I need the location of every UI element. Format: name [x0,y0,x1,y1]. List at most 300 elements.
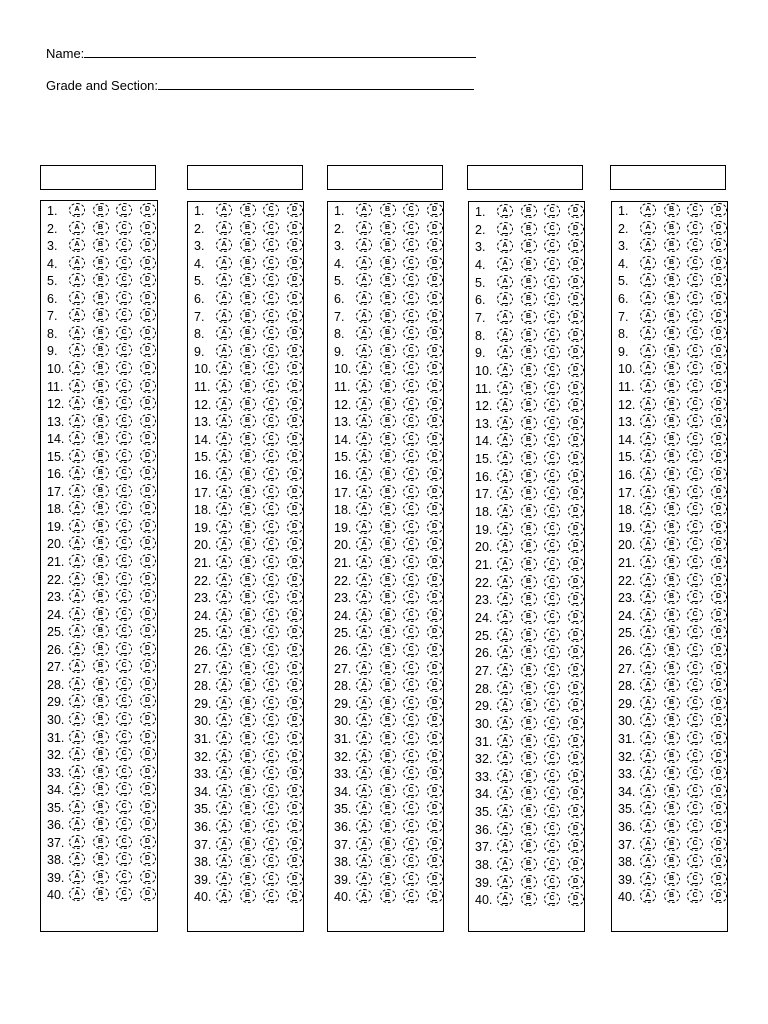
answer-bubble-a[interactable]: A [497,204,513,218]
answer-bubble-c[interactable]: C [263,889,279,903]
answer-bubble-a[interactable]: A [356,766,372,780]
answer-bubble-a[interactable]: A [69,326,85,340]
answer-bubble-d[interactable]: D [427,555,443,569]
answer-bubble-a[interactable]: A [216,819,232,833]
answer-bubble-c[interactable]: C [116,677,132,691]
answer-bubble-b[interactable]: B [93,817,109,831]
answer-bubble-d[interactable]: D [140,308,156,322]
answer-bubble-b[interactable]: B [521,257,537,271]
answer-bubble-c[interactable]: C [116,466,132,480]
answer-bubble-c[interactable]: C [403,414,419,428]
answer-bubble-c[interactable]: C [403,502,419,516]
answer-bubble-a[interactable]: A [69,642,85,656]
answer-bubble-a[interactable]: A [216,485,232,499]
answer-bubble-d[interactable]: D [140,449,156,463]
answer-bubble-c[interactable]: C [687,273,703,287]
column-header-box-5[interactable] [610,165,726,190]
answer-bubble-b[interactable]: B [240,502,256,516]
answer-bubble-c[interactable]: C [263,309,279,323]
answer-bubble-c[interactable]: C [544,433,560,447]
answer-bubble-d[interactable]: D [287,238,303,252]
answer-bubble-a[interactable]: A [497,504,513,518]
answer-bubble-a[interactable]: A [216,238,232,252]
answer-bubble-a[interactable]: A [69,870,85,884]
answer-bubble-a[interactable]: A [640,801,656,815]
answer-bubble-c[interactable]: C [687,590,703,604]
answer-bubble-b[interactable]: B [664,661,680,675]
answer-bubble-c[interactable]: C [403,203,419,217]
answer-bubble-d[interactable]: D [140,343,156,357]
answer-bubble-c[interactable]: C [116,870,132,884]
answer-bubble-b[interactable]: B [240,344,256,358]
answer-bubble-d[interactable]: D [568,292,584,306]
answer-bubble-c[interactable]: C [687,238,703,252]
answer-bubble-c[interactable]: C [263,661,279,675]
answer-bubble-a[interactable]: A [356,889,372,903]
answer-bubble-b[interactable]: B [380,608,396,622]
answer-bubble-c[interactable]: C [687,485,703,499]
answer-bubble-b[interactable]: B [93,835,109,849]
answer-bubble-c[interactable]: C [116,326,132,340]
answer-bubble-b[interactable]: B [93,870,109,884]
answer-bubble-a[interactable]: A [69,554,85,568]
answer-bubble-c[interactable]: C [544,716,560,730]
answer-bubble-d[interactable]: D [568,557,584,571]
answer-bubble-a[interactable]: A [356,872,372,886]
answer-bubble-a[interactable]: A [640,537,656,551]
answer-bubble-a[interactable]: A [497,310,513,324]
answer-bubble-a[interactable]: A [69,379,85,393]
answer-bubble-a[interactable]: A [640,397,656,411]
answer-bubble-b[interactable]: B [240,731,256,745]
answer-bubble-a[interactable]: A [69,852,85,866]
answer-bubble-a[interactable]: A [497,292,513,306]
answer-bubble-b[interactable]: B [664,837,680,851]
answer-bubble-c[interactable]: C [544,610,560,624]
answer-bubble-d[interactable]: D [711,203,727,217]
answer-bubble-d[interactable]: D [711,590,727,604]
answer-bubble-d[interactable]: D [140,431,156,445]
answer-bubble-b[interactable]: B [93,308,109,322]
answer-bubble-b[interactable]: B [380,291,396,305]
answer-bubble-a[interactable]: A [69,817,85,831]
answer-bubble-a[interactable]: A [216,731,232,745]
answer-bubble-b[interactable]: B [240,326,256,340]
answer-bubble-d[interactable]: D [568,486,584,500]
answer-bubble-d[interactable]: D [711,238,727,252]
answer-bubble-a[interactable]: A [640,766,656,780]
answer-bubble-d[interactable]: D [711,678,727,692]
answer-bubble-c[interactable]: C [263,203,279,217]
answer-bubble-b[interactable]: B [521,504,537,518]
answer-bubble-d[interactable]: D [711,625,727,639]
answer-bubble-d[interactable]: D [287,379,303,393]
answer-bubble-c[interactable]: C [403,256,419,270]
answer-bubble-a[interactable]: A [497,381,513,395]
answer-bubble-a[interactable]: A [497,645,513,659]
answer-bubble-b[interactable]: B [380,485,396,499]
answer-bubble-a[interactable]: A [216,643,232,657]
answer-bubble-a[interactable]: A [640,749,656,763]
answer-bubble-d[interactable]: D [711,766,727,780]
answer-bubble-d[interactable]: D [140,221,156,235]
answer-bubble-b[interactable]: B [664,573,680,587]
answer-bubble-d[interactable]: D [287,203,303,217]
answer-bubble-a[interactable]: A [497,769,513,783]
answer-bubble-c[interactable]: C [403,678,419,692]
answer-bubble-d[interactable]: D [427,344,443,358]
answer-bubble-b[interactable]: B [240,238,256,252]
answer-bubble-b[interactable]: B [521,698,537,712]
answer-bubble-c[interactable]: C [116,273,132,287]
answer-bubble-d[interactable]: D [568,822,584,836]
answer-bubble-c[interactable]: C [544,592,560,606]
answer-bubble-d[interactable]: D [568,839,584,853]
answer-bubble-b[interactable]: B [521,486,537,500]
answer-bubble-a[interactable]: A [216,520,232,534]
answer-bubble-d[interactable]: D [140,870,156,884]
answer-bubble-c[interactable]: C [116,431,132,445]
answer-bubble-b[interactable]: B [664,502,680,516]
answer-bubble-b[interactable]: B [521,539,537,553]
answer-bubble-c[interactable]: C [116,203,132,217]
answer-bubble-b[interactable]: B [521,575,537,589]
answer-bubble-c[interactable]: C [544,310,560,324]
answer-bubble-b[interactable]: B [240,854,256,868]
answer-bubble-c[interactable]: C [116,694,132,708]
answer-bubble-c[interactable]: C [403,608,419,622]
answer-bubble-b[interactable]: B [664,203,680,217]
answer-bubble-a[interactable]: A [356,801,372,815]
answer-bubble-a[interactable]: A [216,449,232,463]
answer-bubble-c[interactable]: C [116,379,132,393]
answer-bubble-a[interactable]: A [356,238,372,252]
answer-bubble-d[interactable]: D [427,309,443,323]
answer-bubble-b[interactable]: B [380,537,396,551]
answer-bubble-b[interactable]: B [93,449,109,463]
answer-bubble-b[interactable]: B [664,397,680,411]
answer-bubble-b[interactable]: B [521,875,537,889]
answer-bubble-c[interactable]: C [403,520,419,534]
answer-bubble-b[interactable]: B [521,204,537,218]
answer-bubble-a[interactable]: A [497,875,513,889]
answer-bubble-a[interactable]: A [640,238,656,252]
answer-bubble-b[interactable]: B [240,414,256,428]
answer-bubble-b[interactable]: B [380,819,396,833]
answer-bubble-b[interactable]: B [240,837,256,851]
answer-bubble-a[interactable]: A [356,520,372,534]
answer-bubble-b[interactable]: B [240,555,256,569]
answer-bubble-c[interactable]: C [544,486,560,500]
answer-bubble-b[interactable]: B [664,467,680,481]
answer-bubble-b[interactable]: B [380,221,396,235]
answer-bubble-b[interactable]: B [664,801,680,815]
answer-bubble-d[interactable]: D [287,573,303,587]
answer-bubble-c[interactable]: C [263,221,279,235]
answer-bubble-b[interactable]: B [380,590,396,604]
answer-bubble-b[interactable]: B [521,804,537,818]
answer-bubble-b[interactable]: B [521,892,537,906]
answer-bubble-c[interactable]: C [687,467,703,481]
answer-bubble-b[interactable]: B [240,485,256,499]
answer-bubble-a[interactable]: A [640,467,656,481]
answer-bubble-c[interactable]: C [403,819,419,833]
answer-bubble-a[interactable]: A [497,822,513,836]
answer-bubble-c[interactable]: C [403,784,419,798]
answer-bubble-d[interactable]: D [140,396,156,410]
column-header-box-2[interactable] [187,165,303,190]
answer-bubble-d[interactable]: D [568,522,584,536]
answer-bubble-b[interactable]: B [240,766,256,780]
column-header-box-4[interactable] [467,165,583,190]
answer-bubble-d[interactable]: D [711,291,727,305]
answer-bubble-a[interactable]: A [69,712,85,726]
answer-bubble-c[interactable]: C [544,451,560,465]
answer-bubble-a[interactable]: A [356,291,372,305]
answer-bubble-d[interactable]: D [140,589,156,603]
answer-bubble-a[interactable]: A [356,379,372,393]
answer-bubble-b[interactable]: B [521,592,537,606]
answer-bubble-a[interactable]: A [69,449,85,463]
answer-bubble-c[interactable]: C [116,519,132,533]
answer-bubble-d[interactable]: D [140,519,156,533]
answer-bubble-a[interactable]: A [640,713,656,727]
answer-bubble-a[interactable]: A [216,678,232,692]
name-blank-line[interactable] [84,44,476,58]
answer-bubble-a[interactable]: A [356,678,372,692]
answer-bubble-d[interactable]: D [427,801,443,815]
answer-bubble-c[interactable]: C [544,275,560,289]
answer-bubble-c[interactable]: C [544,257,560,271]
answer-bubble-b[interactable]: B [93,782,109,796]
answer-bubble-d[interactable]: D [568,469,584,483]
answer-bubble-c[interactable]: C [544,222,560,236]
answer-bubble-a[interactable]: A [69,835,85,849]
answer-bubble-c[interactable]: C [687,537,703,551]
answer-bubble-a[interactable]: A [640,608,656,622]
answer-bubble-b[interactable]: B [380,520,396,534]
answer-bubble-d[interactable]: D [287,643,303,657]
answer-bubble-b[interactable]: B [93,677,109,691]
answer-bubble-a[interactable]: A [69,203,85,217]
answer-bubble-d[interactable]: D [427,520,443,534]
answer-bubble-d[interactable]: D [287,590,303,604]
answer-bubble-a[interactable]: A [497,610,513,624]
answer-bubble-a[interactable]: A [216,203,232,217]
answer-bubble-d[interactable]: D [427,643,443,657]
answer-bubble-c[interactable]: C [544,381,560,395]
answer-bubble-a[interactable]: A [356,537,372,551]
answer-bubble-c[interactable]: C [687,713,703,727]
answer-bubble-a[interactable]: A [69,431,85,445]
answer-bubble-c[interactable]: C [116,712,132,726]
answer-bubble-d[interactable]: D [568,628,584,642]
answer-bubble-a[interactable]: A [69,572,85,586]
answer-bubble-b[interactable]: B [380,309,396,323]
answer-bubble-b[interactable]: B [240,872,256,886]
answer-bubble-b[interactable]: B [240,801,256,815]
answer-bubble-a[interactable]: A [640,643,656,657]
answer-bubble-d[interactable]: D [711,854,727,868]
answer-bubble-b[interactable]: B [521,416,537,430]
answer-bubble-c[interactable]: C [544,663,560,677]
answer-bubble-d[interactable]: D [711,432,727,446]
answer-bubble-d[interactable]: D [711,502,727,516]
answer-bubble-b[interactable]: B [380,203,396,217]
answer-bubble-d[interactable]: D [711,555,727,569]
answer-bubble-c[interactable]: C [544,504,560,518]
answer-bubble-d[interactable]: D [711,872,727,886]
answer-bubble-b[interactable]: B [93,256,109,270]
answer-bubble-d[interactable]: D [711,467,727,481]
answer-bubble-b[interactable]: B [240,573,256,587]
answer-bubble-d[interactable]: D [568,257,584,271]
answer-bubble-c[interactable]: C [687,872,703,886]
answer-bubble-a[interactable]: A [640,256,656,270]
answer-bubble-c[interactable]: C [116,782,132,796]
answer-bubble-b[interactable]: B [664,414,680,428]
answer-bubble-d[interactable]: D [568,892,584,906]
answer-bubble-a[interactable]: A [497,328,513,342]
answer-bubble-a[interactable]: A [497,575,513,589]
answer-bubble-c[interactable]: C [687,291,703,305]
answer-bubble-c[interactable]: C [116,414,132,428]
answer-bubble-d[interactable]: D [287,749,303,763]
answer-bubble-a[interactable]: A [69,484,85,498]
answer-bubble-b[interactable]: B [380,379,396,393]
answer-bubble-a[interactable]: A [216,837,232,851]
answer-bubble-b[interactable]: B [664,485,680,499]
answer-bubble-d[interactable]: D [287,625,303,639]
answer-bubble-d[interactable]: D [427,766,443,780]
answer-bubble-d[interactable]: D [427,256,443,270]
answer-bubble-b[interactable]: B [664,326,680,340]
answer-bubble-b[interactable]: B [240,696,256,710]
answer-bubble-d[interactable]: D [568,575,584,589]
answer-bubble-b[interactable]: B [521,610,537,624]
answer-bubble-b[interactable]: B [380,256,396,270]
answer-bubble-d[interactable]: D [287,485,303,499]
answer-bubble-b[interactable]: B [93,800,109,814]
answer-bubble-a[interactable]: A [356,344,372,358]
answer-bubble-a[interactable]: A [69,466,85,480]
answer-bubble-d[interactable]: D [140,379,156,393]
answer-bubble-d[interactable]: D [711,731,727,745]
answer-bubble-a[interactable]: A [216,467,232,481]
answer-bubble-d[interactable]: D [140,484,156,498]
answer-bubble-c[interactable]: C [263,854,279,868]
answer-bubble-a[interactable]: A [356,696,372,710]
answer-bubble-b[interactable]: B [240,819,256,833]
answer-bubble-b[interactable]: B [521,363,537,377]
answer-bubble-b[interactable]: B [93,624,109,638]
answer-bubble-a[interactable]: A [356,555,372,569]
answer-bubble-d[interactable]: D [287,872,303,886]
answer-bubble-c[interactable]: C [263,801,279,815]
answer-bubble-a[interactable]: A [69,800,85,814]
answer-bubble-a[interactable]: A [640,273,656,287]
answer-bubble-a[interactable]: A [640,379,656,393]
answer-bubble-a[interactable]: A [216,397,232,411]
answer-bubble-c[interactable]: C [403,432,419,446]
answer-bubble-a[interactable]: A [216,625,232,639]
answer-bubble-b[interactable]: B [521,275,537,289]
answer-bubble-a[interactable]: A [69,536,85,550]
answer-bubble-c[interactable]: C [403,273,419,287]
answer-bubble-b[interactable]: B [664,643,680,657]
answer-bubble-d[interactable]: D [427,625,443,639]
answer-bubble-c[interactable]: C [687,414,703,428]
answer-bubble-d[interactable]: D [711,837,727,851]
answer-bubble-c[interactable]: C [263,837,279,851]
answer-bubble-d[interactable]: D [568,663,584,677]
answer-bubble-c[interactable]: C [116,308,132,322]
answer-bubble-c[interactable]: C [116,554,132,568]
answer-bubble-d[interactable]: D [140,782,156,796]
answer-bubble-c[interactable]: C [403,344,419,358]
answer-bubble-d[interactable]: D [140,572,156,586]
answer-bubble-b[interactable]: B [521,822,537,836]
answer-bubble-b[interactable]: B [93,343,109,357]
answer-bubble-a[interactable]: A [497,433,513,447]
answer-bubble-d[interactable]: D [140,414,156,428]
answer-bubble-c[interactable]: C [687,749,703,763]
answer-bubble-b[interactable]: B [664,696,680,710]
answer-bubble-d[interactable]: D [427,432,443,446]
answer-bubble-c[interactable]: C [263,555,279,569]
answer-bubble-a[interactable]: A [69,887,85,901]
answer-bubble-b[interactable]: B [380,661,396,675]
answer-bubble-b[interactable]: B [521,628,537,642]
answer-bubble-a[interactable]: A [640,590,656,604]
answer-bubble-c[interactable]: C [263,625,279,639]
answer-bubble-a[interactable]: A [640,203,656,217]
answer-bubble-b[interactable]: B [93,326,109,340]
answer-bubble-d[interactable]: D [140,326,156,340]
answer-bubble-b[interactable]: B [93,694,109,708]
answer-bubble-c[interactable]: C [687,696,703,710]
answer-bubble-a[interactable]: A [216,889,232,903]
answer-bubble-b[interactable]: B [521,522,537,536]
answer-bubble-a[interactable]: A [640,502,656,516]
answer-bubble-d[interactable]: D [711,326,727,340]
answer-bubble-d[interactable]: D [427,361,443,375]
answer-bubble-d[interactable]: D [568,804,584,818]
answer-bubble-a[interactable]: A [497,363,513,377]
answer-bubble-b[interactable]: B [380,555,396,569]
answer-bubble-a[interactable]: A [356,749,372,763]
answer-bubble-d[interactable]: D [568,204,584,218]
answer-bubble-c[interactable]: C [263,537,279,551]
answer-bubble-a[interactable]: A [356,784,372,798]
answer-bubble-c[interactable]: C [544,892,560,906]
answer-bubble-a[interactable]: A [640,696,656,710]
answer-bubble-d[interactable]: D [711,801,727,815]
answer-bubble-b[interactable]: B [380,502,396,516]
answer-bubble-c[interactable]: C [116,291,132,305]
answer-bubble-c[interactable]: C [687,361,703,375]
answer-bubble-b[interactable]: B [240,432,256,446]
answer-bubble-b[interactable]: B [240,309,256,323]
answer-bubble-d[interactable]: D [711,784,727,798]
answer-bubble-a[interactable]: A [356,485,372,499]
answer-bubble-b[interactable]: B [521,222,537,236]
answer-bubble-b[interactable]: B [240,678,256,692]
answer-bubble-a[interactable]: A [640,661,656,675]
answer-bubble-c[interactable]: C [687,256,703,270]
answer-bubble-d[interactable]: D [568,681,584,695]
answer-bubble-d[interactable]: D [711,608,727,622]
